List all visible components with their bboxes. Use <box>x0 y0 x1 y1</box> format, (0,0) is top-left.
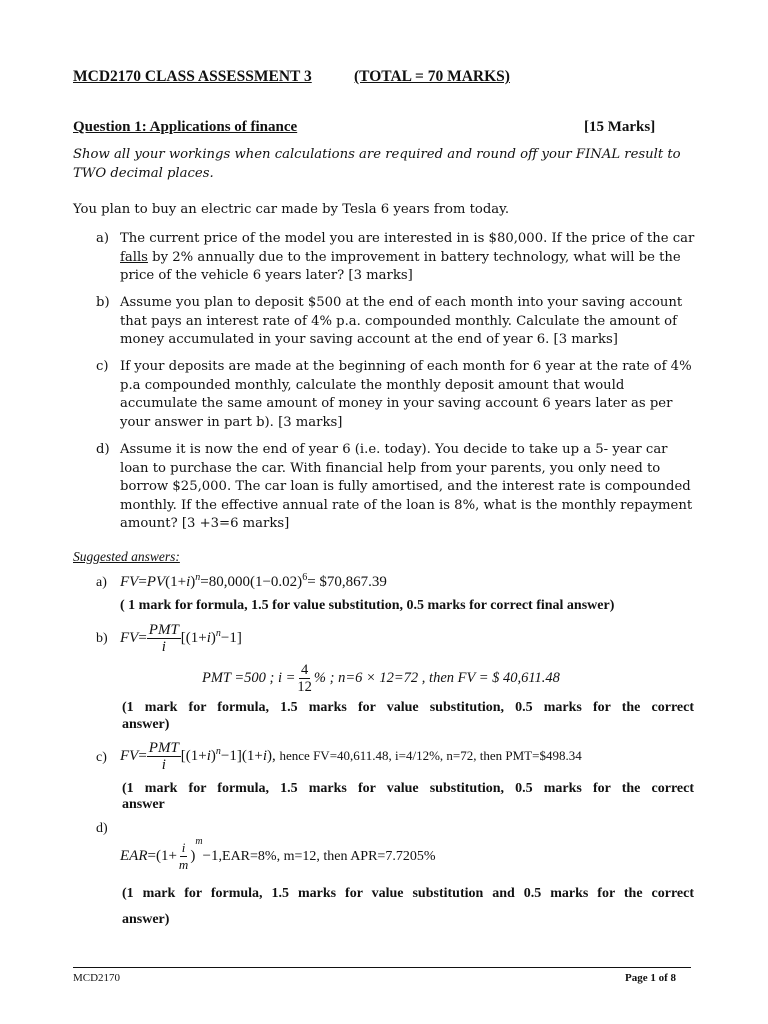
part-a-underlined: falls <box>120 249 148 265</box>
question-marks: [15 Marks] <box>584 119 656 135</box>
answer-c-rest: hence FV=40,611.48, i=4/12%, n=72, then PMT=$498.34 <box>279 747 582 763</box>
answer-c-letter: c) <box>96 750 107 765</box>
answer-d-marks-line2: answer) <box>122 912 170 927</box>
answer-b-marks-line2: answer) <box>122 717 170 732</box>
question-heading: Question 1: Applications of finance <box>73 119 298 135</box>
answer-b-substitution <box>202 662 560 695</box>
answer-b-frac-num: 4 <box>301 662 309 678</box>
answer-a-final: = $70,867.39 <box>307 574 387 590</box>
answer-a-result: =80,000(1−0.02) <box>200 574 303 590</box>
answer-c-marks-line2: answer <box>122 797 165 812</box>
total-marks: (TOTAL = 70 MARKS) <box>354 68 510 85</box>
answer-b-subst-rest: % ; n=6 × 12=72 , then FV = $ 40,611.48 <box>313 669 560 686</box>
answer-a-marks: ( 1 mark for formula, 1.5 for value substitution, 0.5 marks for correct final answer) <box>120 598 615 613</box>
answer-d-letter: d) <box>96 821 108 836</box>
answer-c-formula: FV= $\frac{\text{PMT}}{i}$ $[(1+i)^n-1](1+i)$, hence FV=40,611.48, i=4/12%, n=72, then PMT=$498.34 <box>120 740 582 773</box>
footer-course-code: MCD2170 <box>73 972 121 984</box>
part-b-text: Assume you plan to deposit $500 at the end of each month into your saving account that pays an interest rate of 4% p.a. compounded monthly. Calculate the amount of money accumulated in your saving account at the end of year 6. [3 marks] <box>120 295 683 347</box>
answer-a-letter: a) <box>96 575 107 590</box>
answer-a-formula: $FV=PV(1+i)^n=80,000(1-0.02)^6=$ $70,867.39 <box>120 572 387 590</box>
part-b-letter: b) <box>96 295 110 310</box>
answer-a-exponent: 6 <box>302 572 308 583</box>
answer-b-letter: b) <box>96 631 108 646</box>
answer-b-frac-den: 12 <box>297 679 312 695</box>
instructions: Show all your workings when calculations are required and round off your FINAL result to TWO decimal places. <box>73 147 681 181</box>
part-a-text-post: by 2% annually due to the improvement in battery technology, what will be the price of the vehicle 6 years later? [3 marks] <box>120 249 681 283</box>
intro-text: You plan to buy an electric car made by Tesla 6 years from today. <box>73 202 510 217</box>
answer-d-rest: ,EAR=8%, m=12, then APR=7.7205% <box>218 848 436 864</box>
answer-b-marks-line1: (1 mark for formula, 1.5 marks for value substitution, 0.5 marks for the correct <box>122 700 694 715</box>
part-a-text-pre: The current price of the model you are interested in is $80,000. If the price of the car <box>120 231 695 246</box>
answer-b-subst: PMT =500 ; i = <box>202 669 296 686</box>
answer-d-formula: EAR=(1+ $\frac{i}{m}$ )$^m$−1,EAR=8%, m=12, then APR=7.7205% <box>120 835 436 872</box>
part-d-letter: d) <box>96 442 110 457</box>
assessment-title: MCD2170 CLASS ASSESSMENT 3 <box>73 68 312 85</box>
suggested-answers-heading: Suggested answers: <box>73 549 180 564</box>
part-d-text: Assume it is now the end of year 6 (i.e. today). You decide to take up a 5- year car loan to purchase the car. With financial help from your parents, you only need to borrow $25,000. The car loan is fully amortised, and the interest rate is compounded monthly. If the effective annual rate of the loan is 8%, what is the monthly repayment amount? [3 +3=6 marks] <box>120 442 693 531</box>
answer-c-marks-line1: (1 mark for formula, 1.5 marks for value substitution, 0.5 marks for the correct <box>122 781 694 796</box>
part-c-letter: c) <box>96 359 109 374</box>
answer-d-marks-line1: (1 mark for formula, 1.5 marks for value substitution and 0.5 marks for the correct <box>122 886 694 901</box>
answer-b-formula: FV= $\frac{\text{PMT}}{i}$ $[(1+i)^n-1]$ <box>120 622 242 655</box>
part-c-text: If your deposits are made at the beginning of each month for 6 year at the rate of 4% p.a compounded monthly, calculate the monthly deposit amount that would accumulate the same amount of money in your saving account 6 years later as per your answer in part b). [3 marks] <box>120 359 692 430</box>
footer-divider <box>73 967 691 968</box>
part-a-letter: a) <box>96 231 110 246</box>
footer-page-number: Page 1 of 8 <box>625 972 677 984</box>
part-a-text <box>120 230 698 286</box>
